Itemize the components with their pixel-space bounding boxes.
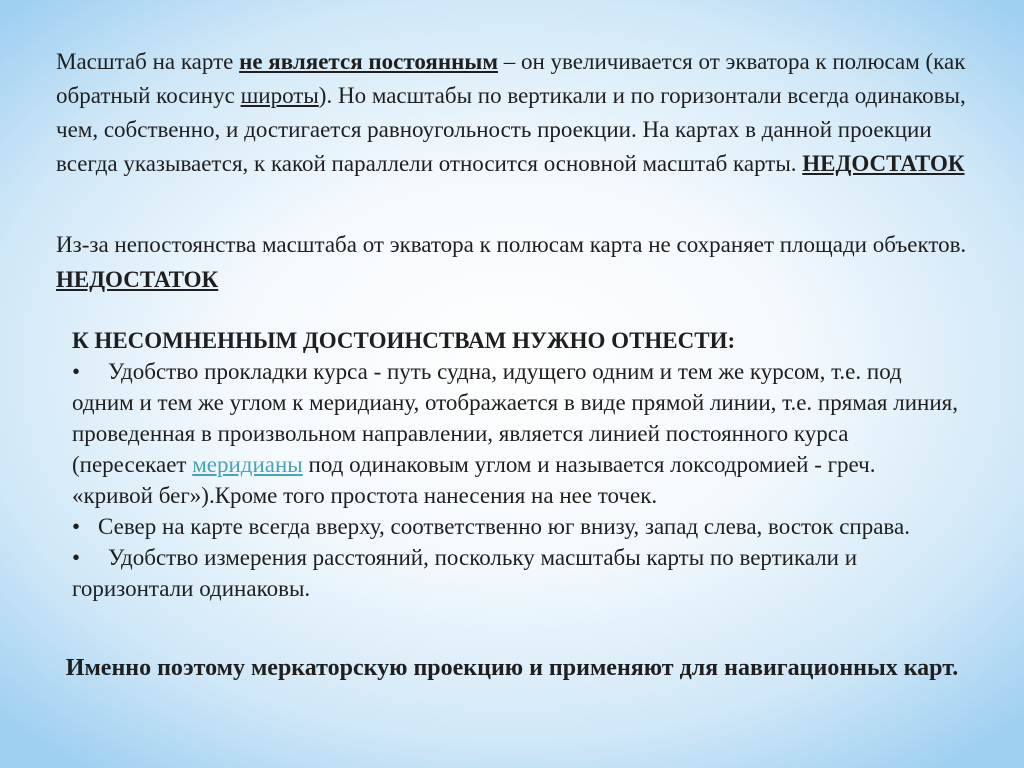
advantage-item-north — [72, 511, 962, 542]
scale-text-1: Масштаб на карте — [56, 49, 240, 74]
area-paragraph — [56, 227, 976, 297]
advantage-item-course — [72, 356, 962, 511]
disadvantage-flag-1: НЕДОСТАТОК — [802, 151, 965, 176]
advantage-course-text-1: Удобство прокладки курса - путь судна, идущего одним и тем же курсом, т.е. под одним и тем же углом к меридиану, отображается в виде прямой линии, т.е. прямая линия, проведенная в произвольном направлении, является линией постоянного курса (пересекает — [72, 359, 958, 477]
advantages-block — [72, 325, 962, 604]
advantage-distance-text: Удобство измерения расстояний, поскольку масштабы карты по вертикали и горизонтали одинаковы. — [72, 545, 858, 601]
bullet: • — [72, 514, 81, 539]
scale-paragraph — [56, 45, 976, 181]
bullet: • — [72, 359, 81, 384]
area-text: Из-за непостоянства масштаба от экватора к полюсам карта не сохраняет площади объектов. — [56, 232, 967, 257]
advantages-heading: К НЕСОМНЕННЫМ ДОСТОИНСТВАМ НУЖНО ОТНЕСТИ: — [72, 328, 736, 353]
advantage-item-distance — [72, 542, 962, 604]
disadvantage-flag-2: НЕДОСТАТОК — [56, 267, 219, 292]
meridians-link[interactable]: меридианы — [192, 452, 303, 477]
bullet: • — [72, 545, 81, 570]
conclusion-text: Именно поэтому меркаторскую проекцию и применяют для навигационных карт. — [65, 655, 959, 681]
advantage-north-text: Север на карте всегда вверху, соответственно юг внизу, запад слева, восток справа. — [98, 514, 910, 539]
advantage-course-text-2: под одинаковым углом и называется локсодромией - греч. «кривой бег»).Кроме того простота нанесения на нее точек. — [72, 452, 876, 508]
scale-text-3: ). Но масштабы по вертикали и по горизонтали всегда одинаковы, чем, собственно, и достигается равноугольность проекции. На картах в данной проекции всегда указывается, к какой параллели относится основной масштаб карты. — [56, 83, 966, 176]
not-constant-emphasis: не является постоянным — [239, 49, 498, 74]
latitude-link[interactable]: широты — [240, 83, 319, 108]
scale-text-2: – он увеличивается от экватора к полюсам (как обратный косинус — [56, 49, 966, 108]
